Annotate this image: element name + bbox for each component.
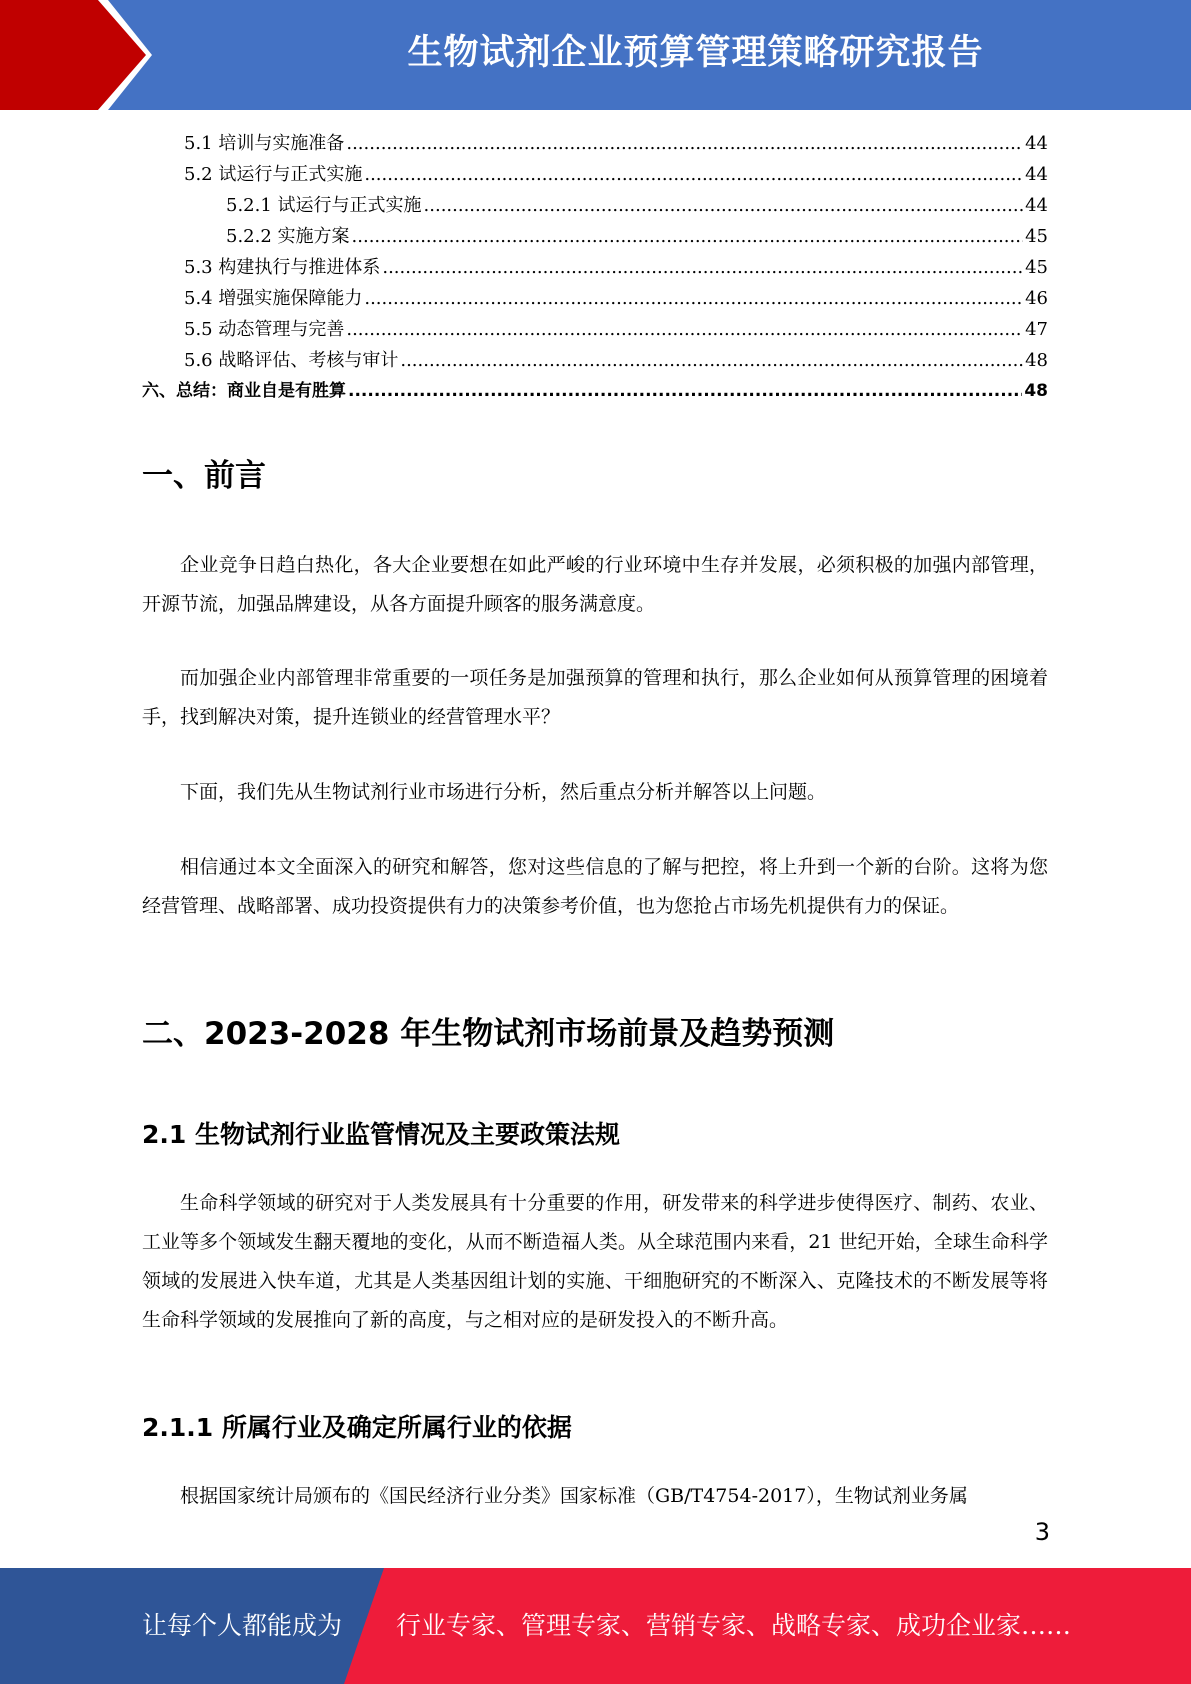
toc-leader-dots: [382, 252, 1023, 283]
toc-entry-page: 45: [1025, 257, 1048, 278]
toc-entry[interactable]: [142, 283, 1048, 314]
page-number: 3: [1034, 1518, 1050, 1546]
toc-entry-page: 45: [1025, 226, 1048, 247]
toc-leader-dots: [400, 345, 1023, 376]
toc-entry[interactable]: [142, 190, 1048, 221]
footer-slogan-right: 行业专家、管理专家、营销专家、战略专家、成功企业家……: [396, 1611, 1072, 1640]
toc-entry-title: 5.2.2 实施方案: [226, 226, 350, 247]
toc-entry-page: 47: [1025, 319, 1048, 340]
toc-entry-page: 44: [1025, 195, 1048, 216]
preface-paragraph-1: 企业竞争日趋白热化，各大企业要想在如此严峻的行业环境中生存并发展，必须积极的加强内部管理，开源节流，加强品牌建设，从各方面提升顾客的服务满意度。: [142, 554, 1048, 615]
toc-leader-dots: [346, 314, 1023, 345]
toc-entry-title: 5.5 动态管理与完善: [184, 319, 345, 340]
toc-entry-page: 44: [1025, 164, 1048, 185]
toc-entry-page: 44: [1025, 133, 1048, 154]
page-footer: [0, 1568, 1191, 1684]
subsection-heading-industry-basis: 2.1.1 所属行业及确定所属行业的依据: [142, 1413, 572, 1442]
toc-entry-page: 46: [1025, 288, 1048, 309]
toc-entry[interactable]: [142, 221, 1048, 252]
toc-entry[interactable]: [142, 252, 1048, 283]
toc-entry[interactable]: [142, 345, 1048, 376]
regulation-paragraph: 生命科学领域的研究对于人类发展具有十分重要的作用，研发带来的科学进步使得医疗、制药、农业、工业等多个领域发生翻天覆地的变化，从而不断造福人类。从全球范围内来看，21 世纪开始，全球生命科学领域的发展进入快车道，尤其是人类基因组计划的实施、干细胞研究的不断深入、克隆技术的不断发展等将生命科学领域的发展推向了新的高度，与之相对应的是研发投入的不断升高。: [142, 1192, 1048, 1331]
preface-paragraph-2: 而加强企业内部管理非常重要的一项任务是加强预算的管理和执行，那么企业如何从预算管理的困境着手，找到解决对策，提升连锁业的经营管理水平？: [142, 667, 1048, 728]
toc-entry[interactable]: [142, 314, 1048, 345]
section-heading-market-forecast: 二、2023-2028 年生物试剂市场前景及趋势预测: [142, 1016, 835, 1052]
toc-leader-dots: [424, 190, 1024, 221]
table-of-contents: [142, 128, 1048, 407]
toc-entry-title: 5.2.1 试运行与正式实施: [226, 195, 422, 216]
toc-entry-page: 48: [1025, 350, 1048, 371]
preface-paragraph-3: 下面，我们先从生物试剂行业市场进行分析，然后重点分析并解答以上问题。: [180, 781, 827, 803]
toc-leader-dots: [348, 376, 1022, 407]
toc-leader-dots: [352, 221, 1024, 252]
toc-entry-title: 5.1 培训与实施准备: [184, 133, 345, 154]
toc-leader-dots: [346, 128, 1023, 159]
toc-entry-title: 5.2 试运行与正式实施: [184, 164, 363, 185]
toc-entry-title: 六、总结：商业自是有胜算: [142, 381, 346, 401]
toc-leader-dots: [364, 283, 1023, 314]
toc-leader-dots: [364, 159, 1023, 190]
toc-entry-title: 5.4 增强实施保障能力: [184, 288, 363, 309]
subsection-heading-regulation: 2.1 生物试剂行业监管情况及主要政策法规: [142, 1120, 620, 1149]
toc-entry[interactable]: [142, 128, 1048, 159]
toc-entry[interactable]: [142, 159, 1048, 190]
header-title: 生物试剂企业预算管理策略研究报告: [407, 33, 984, 73]
toc-entry[interactable]: [142, 376, 1048, 407]
toc-entry-title: 5.6 战略评估、考核与审计: [184, 350, 399, 371]
industry-basis-paragraph: 根据国家统计局颁布的《国民经济行业分类》国家标准（GB/T4754-2017），生物试剂业务属: [180, 1485, 968, 1507]
preface-paragraph-4: 相信通过本文全面深入的研究和解答，您对这些信息的了解与把控，将上升到一个新的台阶。这将为您经营管理、战略部署、成功投资提供有力的决策参考价值，也为您抢占市场先机提供有力的保证。: [142, 856, 1048, 917]
toc-entry-page: 48: [1024, 381, 1048, 401]
section-heading-preface: 一、前言: [142, 458, 266, 494]
page-header: [0, 0, 1191, 110]
footer-slogan-left: 让每个人都能成为: [142, 1611, 343, 1640]
toc-entry-title: 5.3 构建执行与推进体系: [184, 257, 381, 278]
